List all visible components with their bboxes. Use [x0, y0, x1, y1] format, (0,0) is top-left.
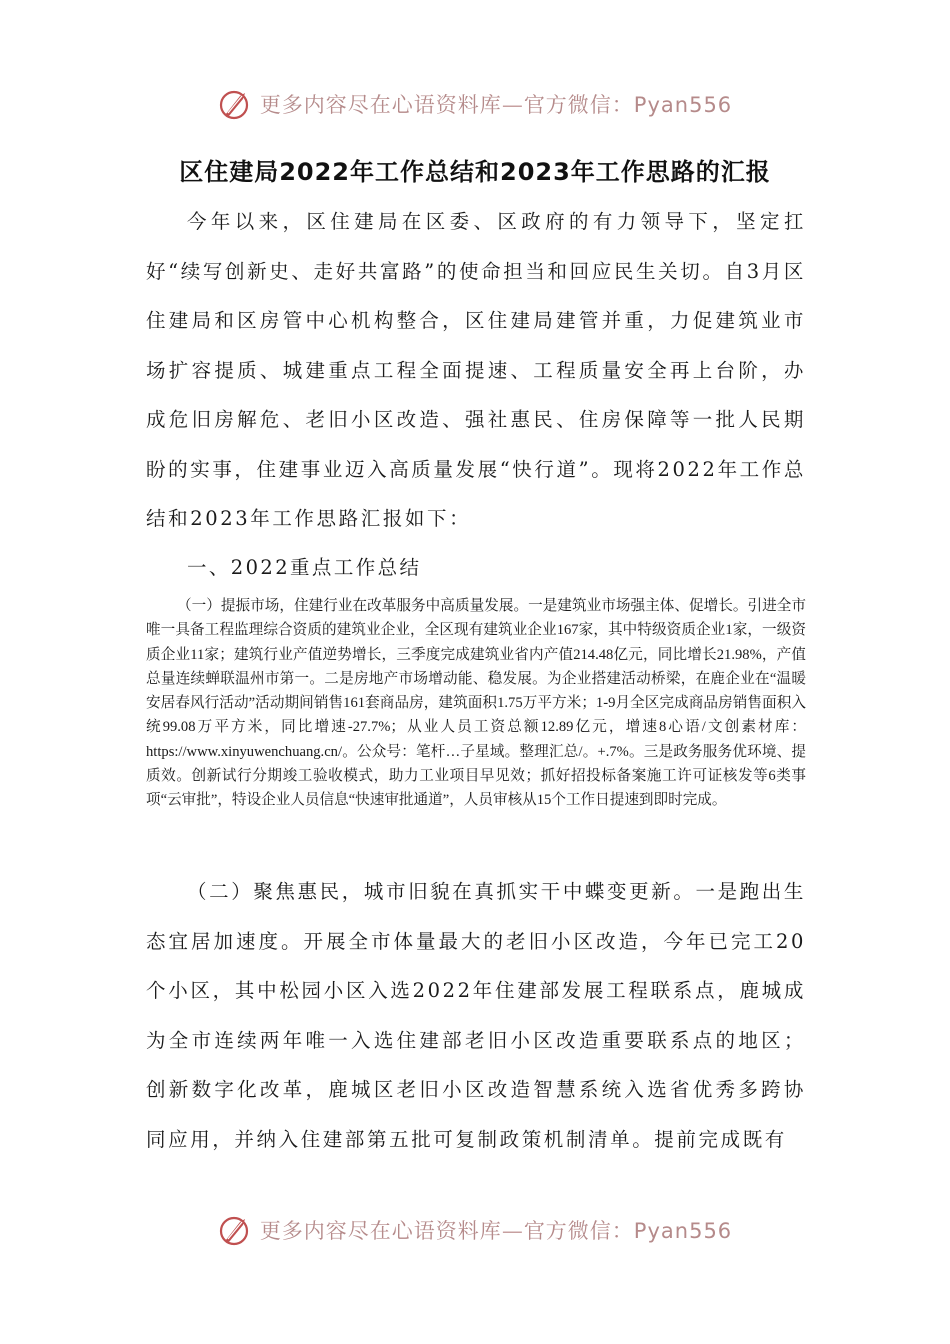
section-heading: 一、2022重点工作总结	[187, 556, 422, 579]
footer-watermark-banner	[0, 1208, 950, 1252]
section-paragraph-livelihood: （二）聚焦惠民，城市旧貌在真抓实干中蝶变更新。一是跑出生态宜居加速度。开展全市体量最大的老旧小区改造，今年已完工20个小区，其中松园小区入选2022年住建部发展工程联系点，鹿城成为全市连续两年唯一入选住建部老旧小区改造重要联系点的地区；创新数字化改革，鹿城区老旧小区改造智慧系统入选省优秀多跨协同应用，并纳入住建部第五批可复制政策机制清单。提前完成既有	[146, 880, 806, 1151]
quill-pen-logo-icon	[218, 1213, 252, 1247]
document-title: 区住建局2022年工作总结和2023年工作思路的汇报	[179, 158, 771, 186]
intro-paragraph: 今年以来，区住建局在区委、区政府的有力领导下，坚定扛好“续写创新史、走好共富路”的使命担当和回应民生关切。自3月区住建局和区房管中心机构整合，区住建局建管并重，力促建筑业市场扩容提质、城建重点工程全面提速、工程质量安全再上台阶，办成危旧房解危、老旧小区改造、强社惠民、住房保障等一批人民期盼的实事，住建事业迈入高质量发展“快行道”。现将2022年工作总结和2023年工作思路汇报如下：	[146, 210, 806, 530]
header-watermark-banner	[0, 82, 950, 126]
watermark-text: 更多内容尽在心语资料库—官方微信：Pyan556	[259, 93, 733, 117]
section-paragraph-market: （一）提振市场，住建行业在改革服务中高质量发展。一是建筑业市场强主体、促增长。引进全市唯一具备工程监理综合资质的建筑业企业，全区现有建筑业企业167家，其中特级资质企业1家，一级资质企业11家；建筑行业产值逆势增长，三季度完成建筑业省内产值214.48亿元，同比增长21.98%，产值总量连续蝉联温州市第一。二是房地产市场增动能、稳发展。为企业搭建活动桥梁，在鹿企业在“温暖安居春风行活动”活动期间销售161套商品房，建筑面积1.75万平方米；1-9月全区完成商品房销售面积入统99.08万平方米，同比增速-27.7%；从业人员工资总额12.89亿元，增速8心语/文创素材库：https://www.xinyuwenchuang.cn/。公众号：笔杆…子星域。整理汇总/。+.7%。三是政务服务优环境、提质效。创新试行分期竣工验收模式，助力工业项目早见效；抓好招投标备案施工许可证核发等6类事项“云审批”，特设企业人员信息“快速审批通道”，人员审核从15个工作日提速到即时完成。	[146, 598, 806, 809]
quill-pen-logo-icon	[218, 87, 252, 121]
watermark-text: 更多内容尽在心语资料库—官方微信：Pyan556	[259, 1219, 733, 1243]
